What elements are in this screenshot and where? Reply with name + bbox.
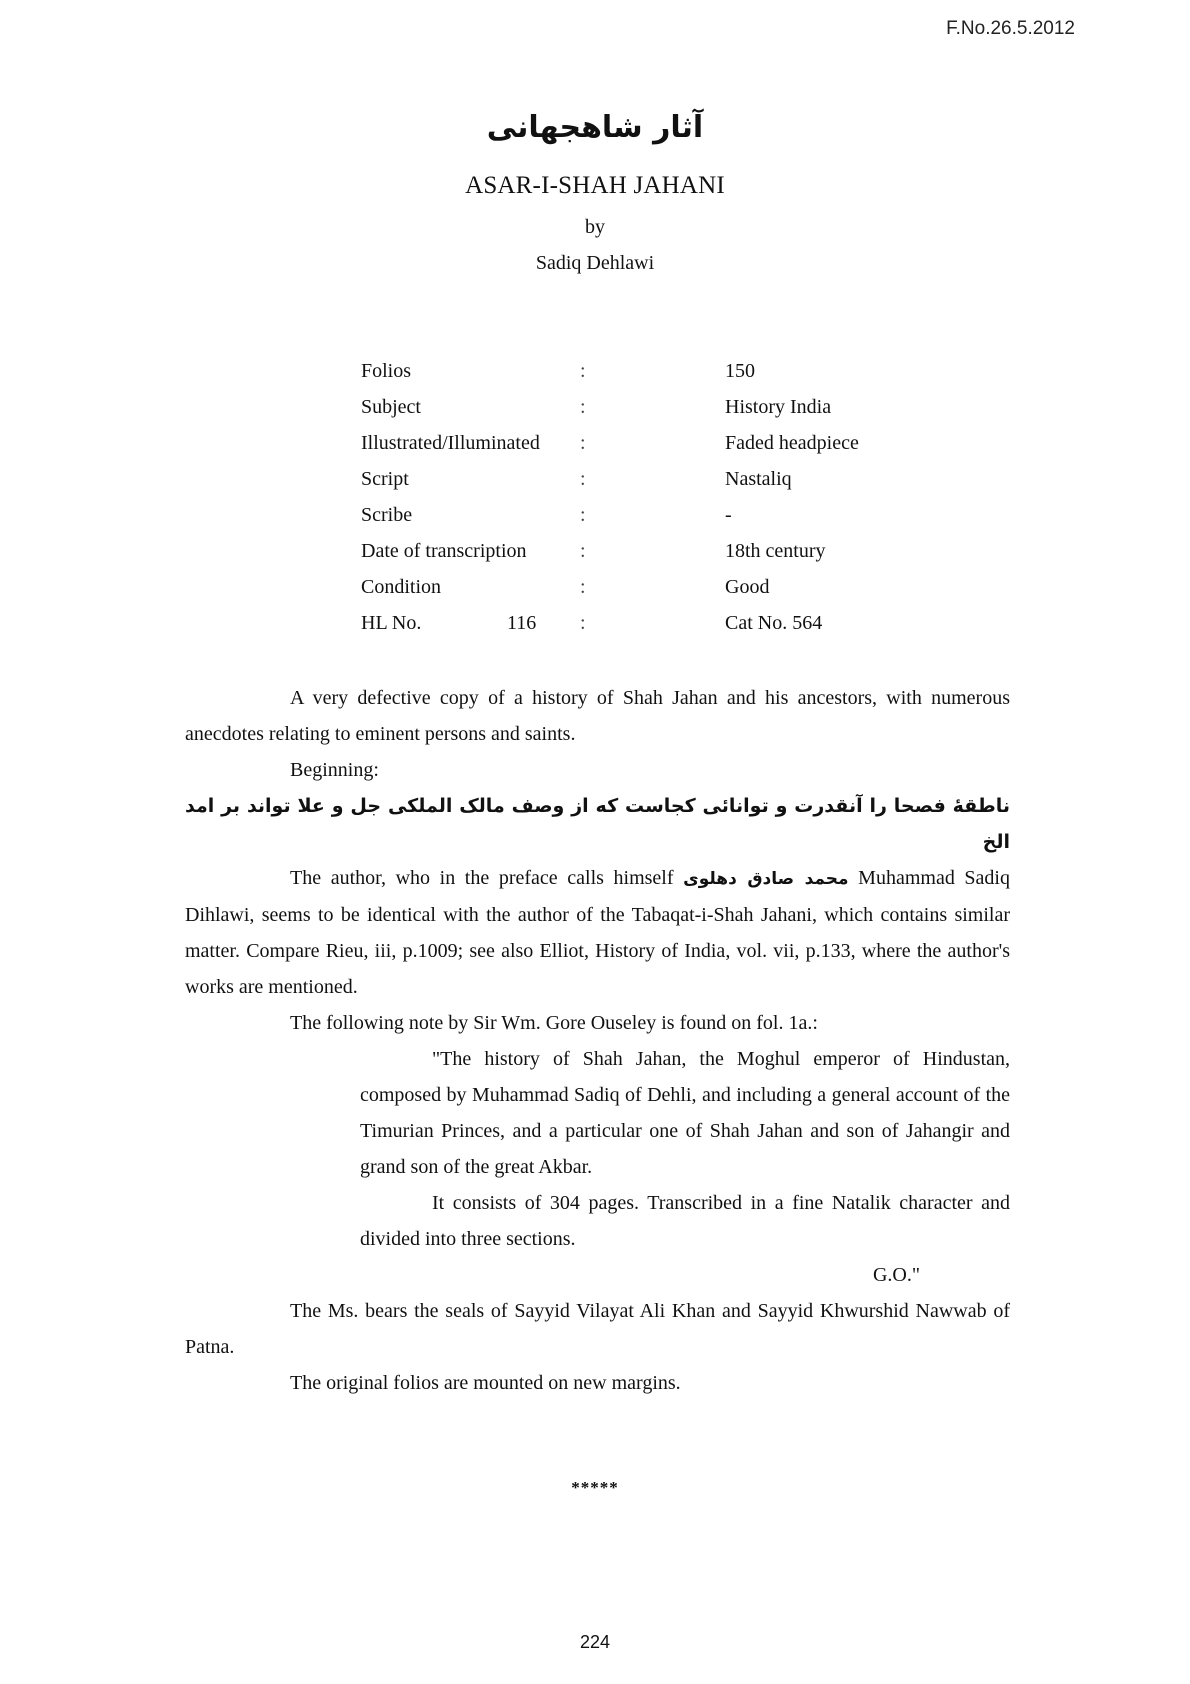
metadata-row-scribe [361, 500, 921, 536]
author-paragraph-post: Muhammad Sadiq Dihlawi, seems to be identical with the author of the Tabaqat-i-Shah Jahani, which contains similar matter. Compare Rieu, iii, p.1009; see also Elliot, History of India, vol. vii, p.133, where the author's works are mentioned. [185, 867, 1010, 998]
metadata-colon: : [580, 396, 586, 418]
metadata-label: Scribe [361, 504, 413, 526]
intro-paragraph: A very defective copy of a history of Shah Jahan and his ancestors, with numerous anecdotes relating to eminent persons and saints. [185, 687, 1010, 745]
file-number: F.No.26.5.2012 [946, 18, 1075, 39]
metadata-colon: : [580, 432, 586, 454]
metadata-row-subject [361, 392, 921, 428]
author-paragraph-pre: The author, who in the preface calls himself [290, 867, 684, 889]
persian-title: آثار شاهجهانی [486, 110, 704, 145]
metadata-row-condition [361, 572, 921, 608]
section-separator: ***** [571, 1478, 619, 1497]
page-title: ASAR-I-SHAH JAHANI [465, 172, 725, 199]
metadata-row-folios [361, 356, 921, 392]
metadata-value: 18th century [725, 540, 826, 562]
metadata-value: - [725, 504, 732, 526]
metadata-label: Condition [361, 576, 442, 598]
metadata-colon: : [580, 612, 586, 634]
author-name: Sadiq Dehlawi [535, 252, 655, 274]
metadata-label: Folios [361, 360, 412, 382]
metadata-value: Good [725, 576, 770, 598]
author-paragraph [185, 860, 1010, 1005]
metadata-row-script [361, 464, 921, 500]
metadata-row-hl-no [361, 608, 921, 644]
metadata-label: Illustrated/Illuminated [361, 432, 540, 454]
metadata-colon: : [580, 576, 586, 598]
quote-paragraph-2: It consists of 304 pages. Transcribed in a fine Natalik character and divided into three sections. [360, 1192, 1010, 1250]
metadata-row-date [361, 536, 921, 572]
author-arabic-name: محمد صادق دهلوی [683, 869, 849, 889]
metadata-table [361, 356, 921, 644]
metadata-value: Cat No. 564 [725, 612, 823, 634]
metadata-value: Nastaliq [725, 468, 792, 490]
seals-paragraph: The Ms. bears the seals of Sayyid Vilayat Ali Khan and Sayyid Khwurshid Nawwab of Patna. [185, 1300, 1010, 1358]
metadata-colon: : [580, 360, 586, 382]
page-number: 224 [579, 1632, 611, 1652]
metadata-value: Faded headpiece [725, 432, 859, 454]
quote-signoff: G.O." [872, 1264, 920, 1286]
margins-paragraph: The original folios are mounted on new margins. [290, 1372, 681, 1394]
beginning-label: Beginning: [290, 759, 379, 781]
quote-paragraph-1: "The history of Shah Jahan, the Moghul emperor of Hindustan, composed by Muhammad Sadiq of Dehli, and including a general account of the Timurian Princes, and a particular one of Shah Jahan and son of Jahangir and grand son of the great Akbar. [360, 1048, 1010, 1178]
metadata-colon: : [580, 468, 586, 490]
metadata-label: Subject [361, 396, 421, 418]
beginning-arabic-text: ناطقۀ فصحا را آنقدرت و توانائی کجاست که از وصف مالک الملکی جل و علا تواند بر امد الخ [185, 795, 1010, 853]
metadata-label: HL No. [361, 612, 422, 634]
hl-number: 116 [507, 612, 537, 634]
metadata-value: History India [725, 396, 832, 418]
metadata-label: Date of transcription [361, 540, 527, 562]
metadata-row-illustrated [361, 428, 921, 464]
metadata-label: Script [361, 468, 409, 490]
metadata-colon: : [580, 540, 586, 562]
document-body [185, 680, 1010, 1401]
metadata-colon: : [580, 504, 586, 526]
metadata-value: 150 [725, 360, 755, 382]
by-label: by [585, 216, 605, 238]
note-intro: The following note by Sir Wm. Gore Ouseley is found on fol. 1a.: [290, 1012, 818, 1034]
ouseley-quote [360, 1041, 1010, 1293]
